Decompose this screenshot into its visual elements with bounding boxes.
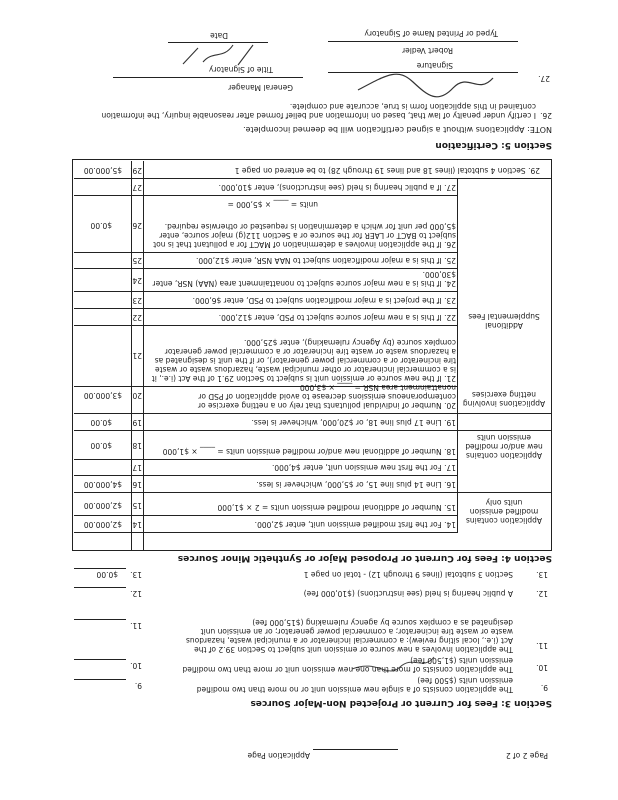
group-additional-fees: Additional Supplemental Fees	[468, 312, 540, 330]
section3-title: Section 3: Fees for Current or Projected Non-Major Sources	[250, 698, 552, 708]
row-11-num: 11.	[536, 641, 548, 650]
row-16-text: 16. Line 14 plus line 15, or $5,000, whichever is less.	[256, 480, 456, 489]
application-page-line	[313, 749, 398, 750]
row-22-line: 22.	[130, 313, 142, 322]
row-20-line: 20.	[130, 391, 142, 400]
signature-label: Signature	[416, 61, 453, 70]
row-24-line: 24.	[130, 276, 142, 285]
row-24-text: 24. If this is a new major source subject to nonattainment area (NAA) NSR, enter $30,000.	[152, 270, 456, 288]
group-modified-only: Application contains modified emission units only	[465, 498, 543, 525]
row-14-text: 14. For the first modified emission unit, enter $2,000.	[254, 520, 456, 529]
row-13-amount: $0.00	[96, 570, 118, 579]
row-17-line: 17.	[130, 463, 142, 472]
title-line	[113, 77, 303, 78]
date-line	[168, 42, 268, 43]
row-23-text: 23. If the project is a major modification subject to PSD, enter $6,000.	[192, 296, 456, 305]
row-26-text: 26. If the application involves a determination of MACT for a pollutant that is not subject to BACT or LAER for the source or a Section 112(g) major source, enter $5,000 per unit for which a determination is requested or otherwise required.	[153, 222, 456, 249]
row-12-num: 12.	[536, 589, 548, 598]
row-12-line: 12.	[130, 589, 142, 598]
section4-title: Section 4: Fees for Current or Proposed Major or Synthetic Minor Sources	[177, 553, 552, 563]
row-12-text: A public hearing is held (see instructions) ($10,000 fee)	[303, 589, 513, 598]
application-page-label: Application Page	[247, 751, 310, 760]
row-10-line: 10.	[130, 661, 142, 670]
line-27-label: 27.	[538, 74, 550, 83]
row-18-text: 18. Number of additional new and/or modified emission units = ____ × $1,000	[162, 447, 456, 456]
row-25-text: 25. If this is a major modification subject to NAA NSR, enter $12,000.	[195, 256, 456, 265]
signature-scribble	[348, 70, 498, 100]
row-21-text: 21. If the new source or emission unit is subject to Section 29.1 of the Act (i.e., it is a commercial incinerator or other municipal waste, hazardous waste or waste tire incinerator or a commercial power generator), or if the unit is designated as a hazardous waste or waste tire incinerator or a commercial power generator complex source (by Agency rulemaking), enter $25,000.	[151, 338, 456, 383]
row-23-line: 23.	[130, 296, 142, 305]
row-9-line: 9.	[134, 681, 142, 690]
row-15-amount: $2,000.00	[83, 501, 122, 510]
group-netting: Applications involving netting exercises	[462, 390, 546, 408]
row-22-text: 22. If this is a new major source subject to PSD, enter $12,000.	[218, 313, 456, 322]
page-number: Page 2 of 2	[505, 751, 548, 760]
group-column-divider	[457, 178, 458, 533]
row-17-text: 17. For the first new emission unit, enter $4,000.	[272, 463, 456, 472]
row-29-line: 29.	[130, 166, 142, 175]
row-11-line: 11.	[130, 621, 142, 630]
row-29-text: 29. Section 4 subtotal (lines 18 and lines 19 through 28) to be entered on page 1	[234, 166, 540, 175]
signer-name-label: Typed or Printed Name of Signatory	[364, 29, 498, 38]
row-29-amount: $5,000.00	[83, 166, 122, 175]
row-16-line: 16.	[130, 480, 142, 489]
title-label: Title of Signatory	[208, 65, 273, 74]
row-21-line: 21.	[130, 351, 142, 360]
signer-name: Robert Vedler	[402, 46, 453, 55]
row-26-amount: $0.00	[90, 221, 112, 230]
cert-number: 26.	[540, 111, 552, 120]
row-9-num: 9.	[540, 683, 548, 692]
row-13-line: 13.	[130, 570, 142, 579]
row-26-line: 26.	[130, 221, 142, 230]
row-20-amount: $3,000.00	[83, 391, 122, 400]
row-14-amount: $2,000.00	[83, 520, 122, 529]
row-10-text: The application consists of more than one new emission unit or more than two modified emission units ($1,500 fee)	[182, 656, 513, 674]
row-18-amount: $0.00	[90, 441, 112, 450]
row-15-text: 15. Number of additional modified emission units = 2 × $1,000	[217, 503, 456, 512]
row-27-text: 27. If a public hearing is held (see instructions), enter $10,000.	[218, 183, 456, 192]
row-14-line: 14.	[130, 520, 142, 529]
cert-statement: I certify under penalty of law that, based on information and belief formed after reasonable inquiry, the information contained in this application form is true, accurate and complete.	[101, 102, 536, 120]
row-19-line: 19.	[130, 418, 142, 427]
date-label: Date	[210, 31, 228, 40]
signer-name-line	[328, 41, 518, 42]
section5-title: Section 5: Certification	[435, 140, 552, 150]
signer-title: General Manager	[228, 83, 293, 92]
row-11-text: The application involves a new source or emission unit subject to Section 39.2 of the Act (i.e., local siting review): a commercial incinerator or a municipal waste, hazardous waste or waste tire incinerator; a commercial power generator; or an emission unit designated as a complex source by agency rulemaking ($15,000 fee)	[186, 618, 513, 654]
row-26-sub: units = ____ × $5,000 =	[227, 200, 318, 209]
row-19-text: 19. Line 17 plus line 18, or $20,000, whichever is less.	[251, 418, 456, 427]
row-15-line: 15.	[130, 501, 142, 510]
group-new-units: Application contains new and/or modified emission units	[465, 433, 543, 460]
row-20-text: 20. Number of individual pollutants that rely on a netting exercise or contemporaneous emissions decrease to avoid application of PSD or nonattainment area NSR = ____ × $3,000	[197, 383, 456, 410]
row-13-num: 13.	[536, 570, 548, 579]
date-scribble	[178, 40, 258, 70]
row-27-line: 27.	[130, 183, 142, 192]
row-18-line: 18.	[130, 441, 142, 450]
row-25-line: 25.	[130, 256, 142, 265]
row-19-amount: $0.00	[90, 418, 112, 427]
row-10-num: 10.	[536, 663, 548, 672]
row-13-text: Section 3 subtotal (lines 9 through 12) - total on page 1	[303, 570, 513, 579]
row-16-amount: $4,000.00	[83, 480, 122, 489]
row-9-text: The application consists of a single new emission unit or no more than two modified emission units ($500 fee)	[196, 676, 513, 694]
cert-note: NOTE: Applications without a signed certification will be deemed incomplete.	[243, 125, 552, 134]
